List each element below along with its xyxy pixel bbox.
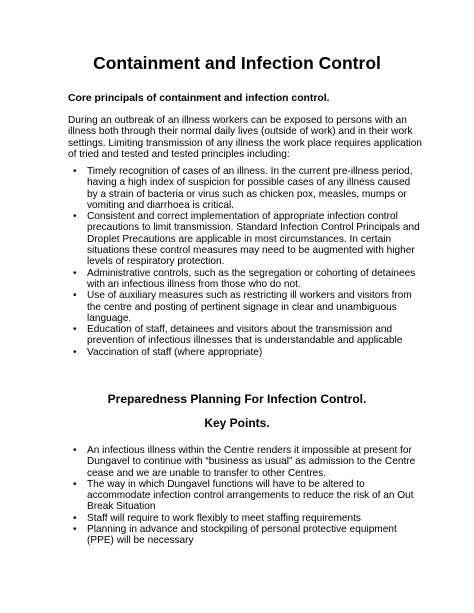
list-item-line: having a high index of suspicion for possible cases of any illness caused [87,177,411,189]
section-subheading: Core principals of containment and infection control. [68,93,330,104]
list-item-line: vomiting and diarrhoea is critical. [87,199,234,211]
list-item-line: Break Situation [87,501,156,513]
list-item-line: prevention of infectious illnesses that is understandable and applicable [87,335,403,347]
list-item [87,324,420,347]
list-item [87,513,415,524]
list-item-line: • The way in which Dungavel functions will have to be altered to [87,478,365,490]
list-item [87,479,415,513]
list-item-line: • Administrative controls, such as the segregation or cohorting of detainees [87,267,416,279]
list-item-line: • Consistent and correct implementation of appropriate infection control [87,211,398,223]
intro-line: settings. Limiting transmission of any illness the work place requires application [68,137,423,149]
list-item-line: • Education of staff, detainees and visitors about the transmission and [87,324,393,336]
list-item-line: Dungavel to continue with “business as usual” as admission to the Centre [87,456,416,468]
list-item-line: Droplet Precautions are applicable in most circumstances. In certain [87,233,392,245]
list-item [87,445,415,479]
list-item [87,268,420,291]
key-points-heading: Key Points. [204,416,270,430]
list-item-line: precautions to limit transmission. Standard Infection Control Principals and [87,222,420,234]
list-item-line: • Planning in advance and stockpiling of personal protective equipment [87,524,397,536]
list-item-line: by a strain of bacteria or virus such as chicken pox, measles, mumps or [87,188,407,200]
list-item-line: accommodate infection control arrangements to reduce the risk of an Out [87,490,414,502]
intro-line: illness both through their normal daily lives (outside of work) and in their work [68,126,413,138]
intro-line: During an outbreak of an illness workers can be exposed to persons with an [68,115,407,126]
list-item-line: situations these control measures may need to be augmented with higher [87,245,415,257]
list-item [87,347,420,358]
intro-paragraph [68,115,448,160]
list-item-line: • An infectious illness within the Centre renders it impossible at present for [87,445,412,456]
list-item-line: levels of respiratory protection. [87,256,225,268]
list-item [87,211,420,267]
planning-heading: Preparedness Planning For Infection Control. [107,392,367,406]
list-item-line: language. [87,312,132,324]
list-item-line: • Timely recognition of cases of an illness. In the current pre-illness period, [87,166,413,177]
list-item [87,166,420,211]
intro-line: of tried and tested and tested principles including: [68,148,290,160]
principles-list [87,166,420,358]
key-points-list [87,445,415,547]
list-item-line: • Use of auxiliary measures such as restricting ill workers and visitors from [87,290,412,302]
list-item-line: with an infectious illness from those who do not. [87,278,301,290]
list-item [87,290,420,324]
document-title: Containment and Infection Control [93,53,381,73]
list-item-line: cease and we are unable to transfer to other Centres. [87,467,327,479]
list-item-line: the centre and posting of pertinent signage in clear and unambiguous [87,301,397,313]
list-item-line: • Staff will require to work flexibly to meet staffing requirements [87,512,361,524]
list-item-line: • Vaccination of staff (where appropriate) [87,346,263,358]
list-item [87,524,415,547]
list-item-line: (PPE) will be necessary [87,535,194,547]
